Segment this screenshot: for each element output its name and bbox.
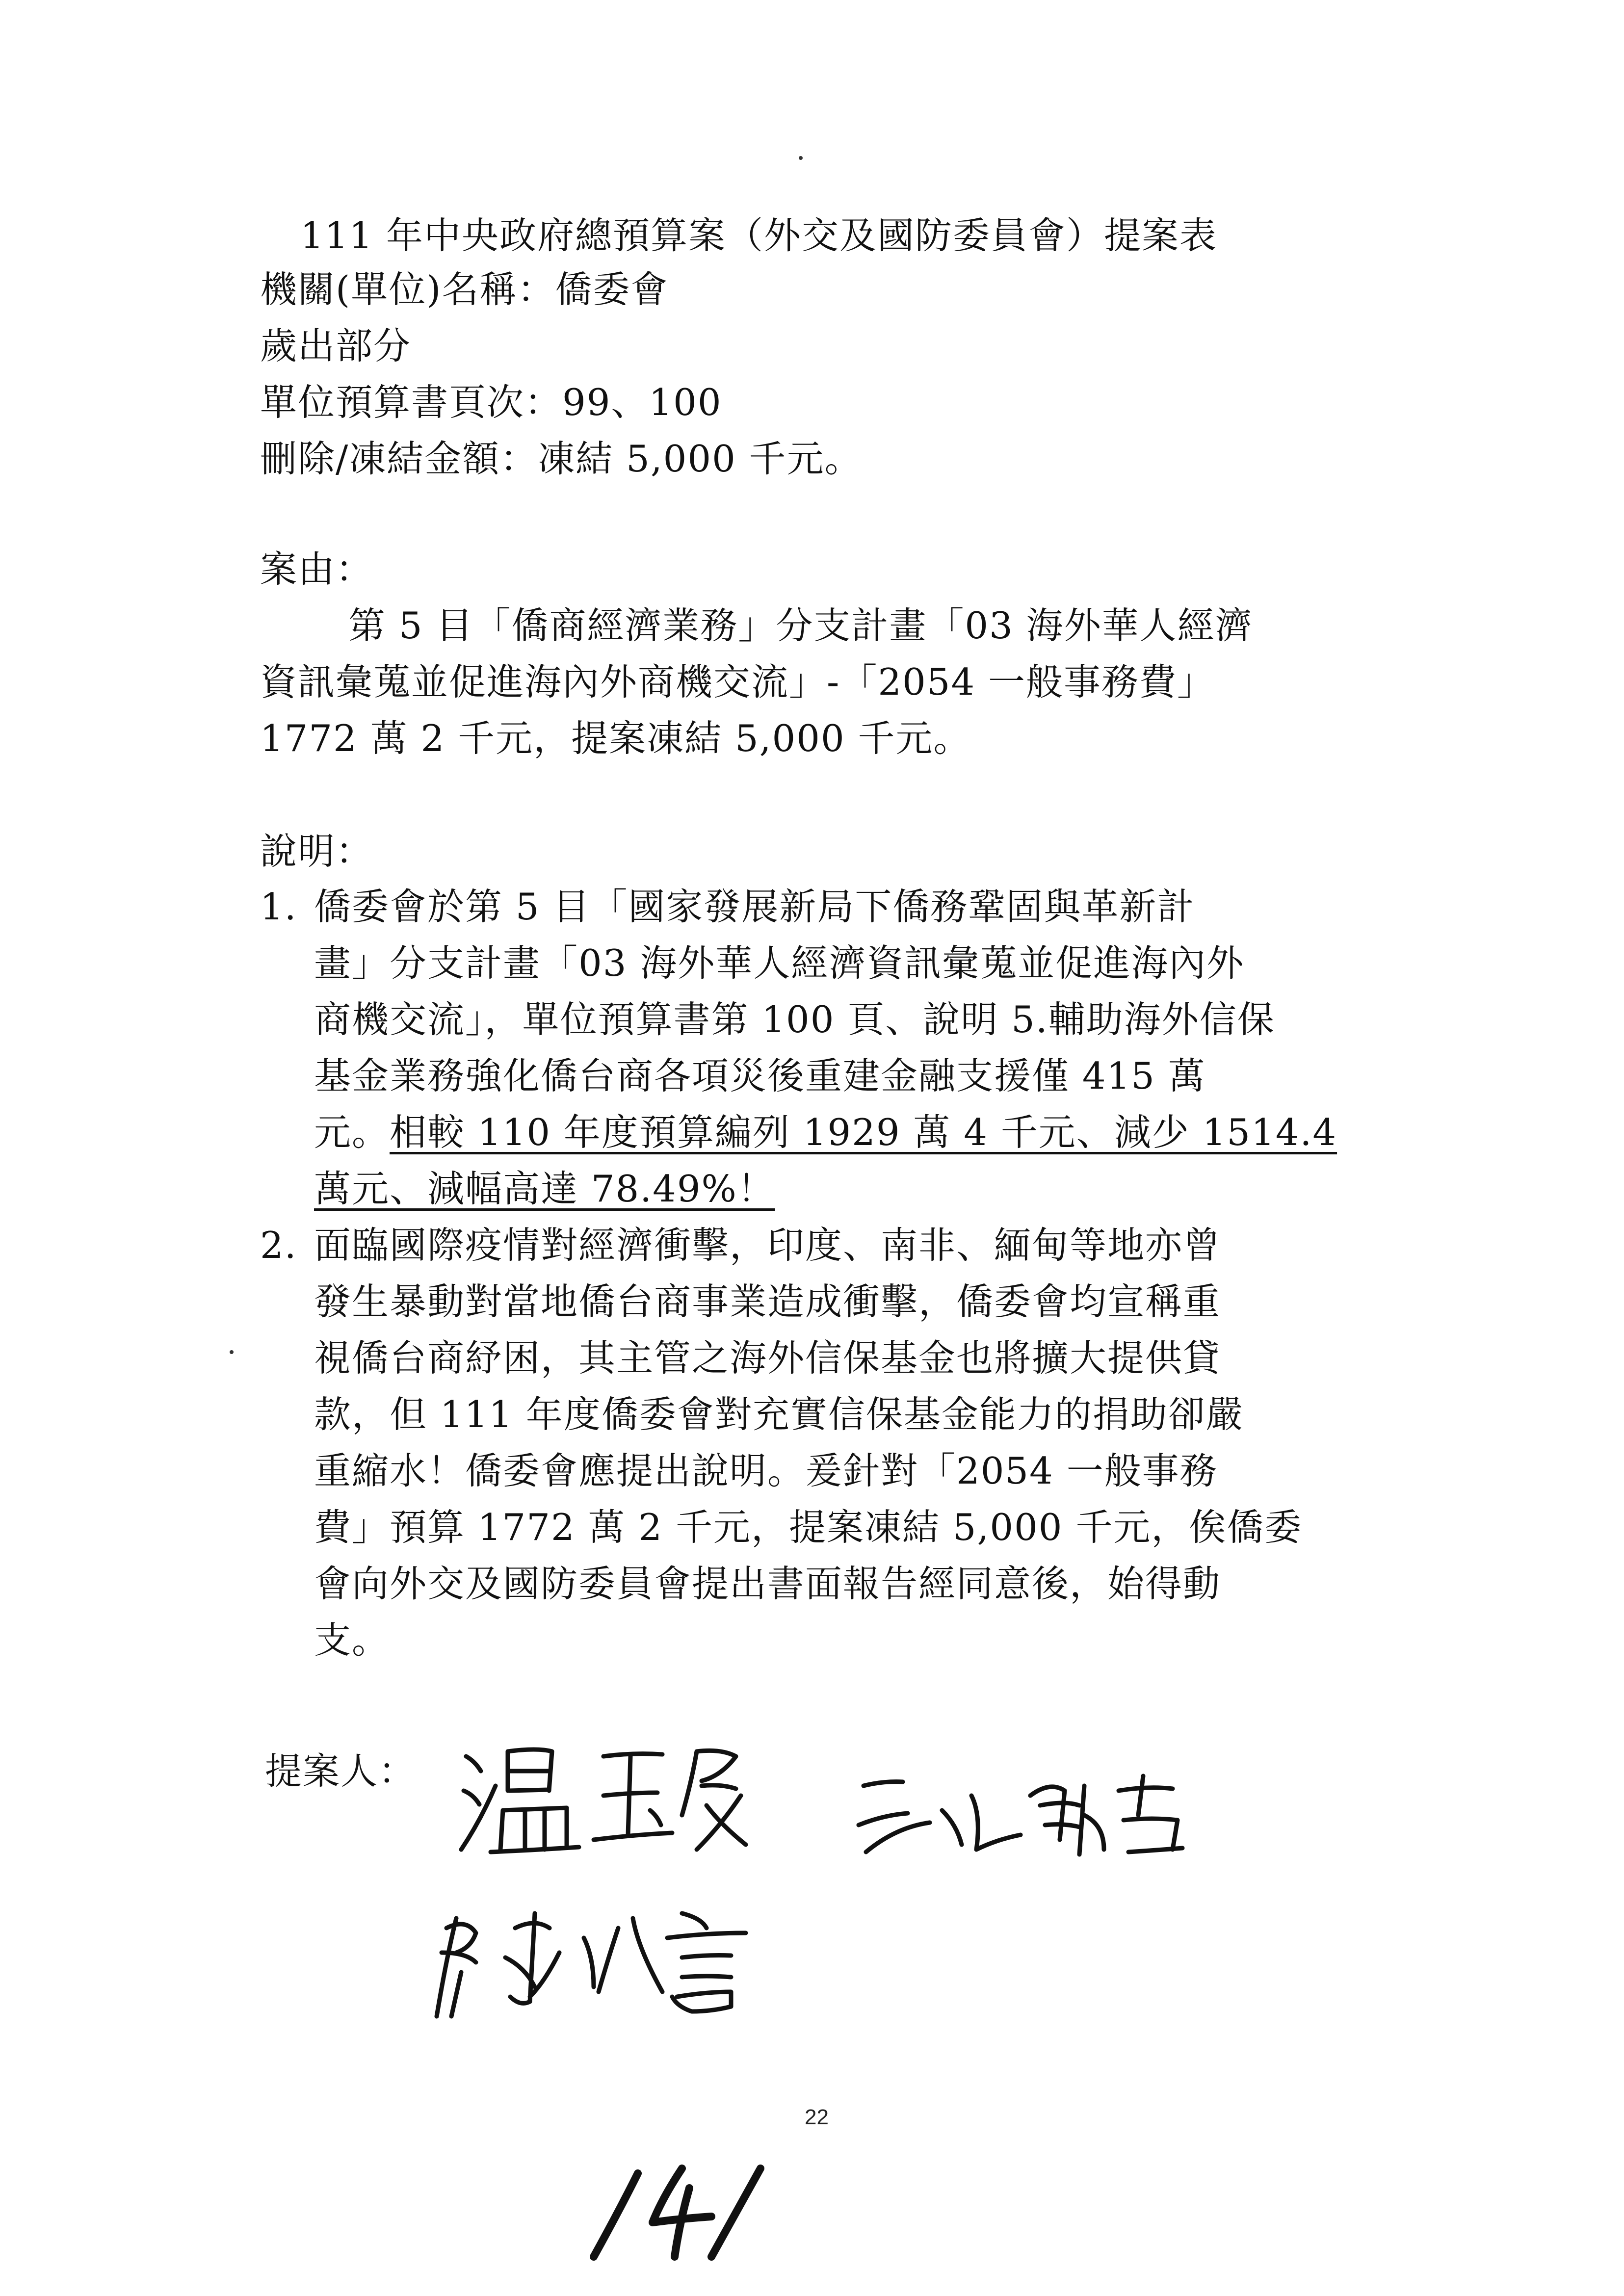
item-1-line: 畫」分支計畫「03 海外華人經濟資訊彙蒐並促進海內外 (314, 941, 1245, 985)
reason-line: 第 5 目「僑商經濟業務」分支計畫「03 海外華人經濟 (348, 604, 1253, 647)
item-1-line (314, 1105, 1337, 1159)
scan-speck (799, 156, 803, 160)
scan-speck (230, 1350, 234, 1354)
budget-section: 歲出部分 (260, 324, 412, 367)
item-2-line: 支。 (314, 1618, 390, 1662)
freeze-amount: 刪除/凍結金額：凍結 5,000 千元。 (260, 437, 863, 480)
page-number: 22 (805, 2105, 829, 2129)
document-title: 111 年中央政府總預算案（外交及國防委員會）提案表 (300, 214, 1217, 257)
item-1-underlined-text: 相較 110 年度預算編列 1929 萬 4 千元、減少 1514.4 (390, 1111, 1337, 1154)
item-2-line: 視僑台商紓困，其主管之海外信保基金也將擴大提供貸 (314, 1336, 1221, 1380)
item-2-line: 會向外交及國防委員會提出書面報告經同意後，始得動 (314, 1562, 1221, 1605)
item-2-line: 款，但 111 年度僑委會對充實信保基金能力的捐助卻嚴 (314, 1393, 1244, 1436)
item-2-line: 發生暴動對當地僑台商事業造成衝擊，僑委會均宣稱重 (314, 1280, 1221, 1323)
agency-name: 機關(單位)名稱：僑委會 (260, 268, 669, 311)
item-2-line: 費」預算 1772 萬 2 千元，提案凍結 5,000 千元，俟僑委 (314, 1506, 1303, 1549)
budget-pages: 單位預算書頁次：99、100 (260, 381, 722, 424)
item-1-line: 僑委會於第 5 目「國家發展新局下僑務鞏固與革新計 (314, 885, 1195, 928)
reason-line: 資訊彙蒐並促進海內外商機交流」-「2054 一般事務費」 (260, 660, 1215, 704)
reason-heading: 案由： (260, 548, 374, 591)
proposer-label: 提案人： (265, 1749, 417, 1793)
item-1-line (314, 1162, 775, 1216)
item-1-line-plain: 元。 (314, 1111, 390, 1154)
explanation-heading: 說明： (260, 830, 374, 873)
item-2-line: 重縮水！僑委會應提出說明。爰針對「2054 一般事務 (314, 1449, 1218, 1492)
item-1-underlined-text: 萬元、減幅高達 78.49%！ (314, 1167, 775, 1210)
item-1-line: 商機交流」，單位預算書第 100 頁、說明 5.輔助海外信保 (314, 998, 1275, 1041)
item-1-line: 基金業務強化僑台商各項災後重建金融支援僅 415 萬 (314, 1054, 1206, 1097)
item-2-line: 面臨國際疫情對經濟衝擊，印度、南非、緬甸等地亦曾 (314, 1224, 1221, 1267)
reason-line: 1772 萬 2 千元，提案凍結 5,000 千元。 (260, 717, 971, 760)
item-1-number: 1. (260, 885, 297, 928)
item-2-number: 2. (260, 1224, 297, 1267)
